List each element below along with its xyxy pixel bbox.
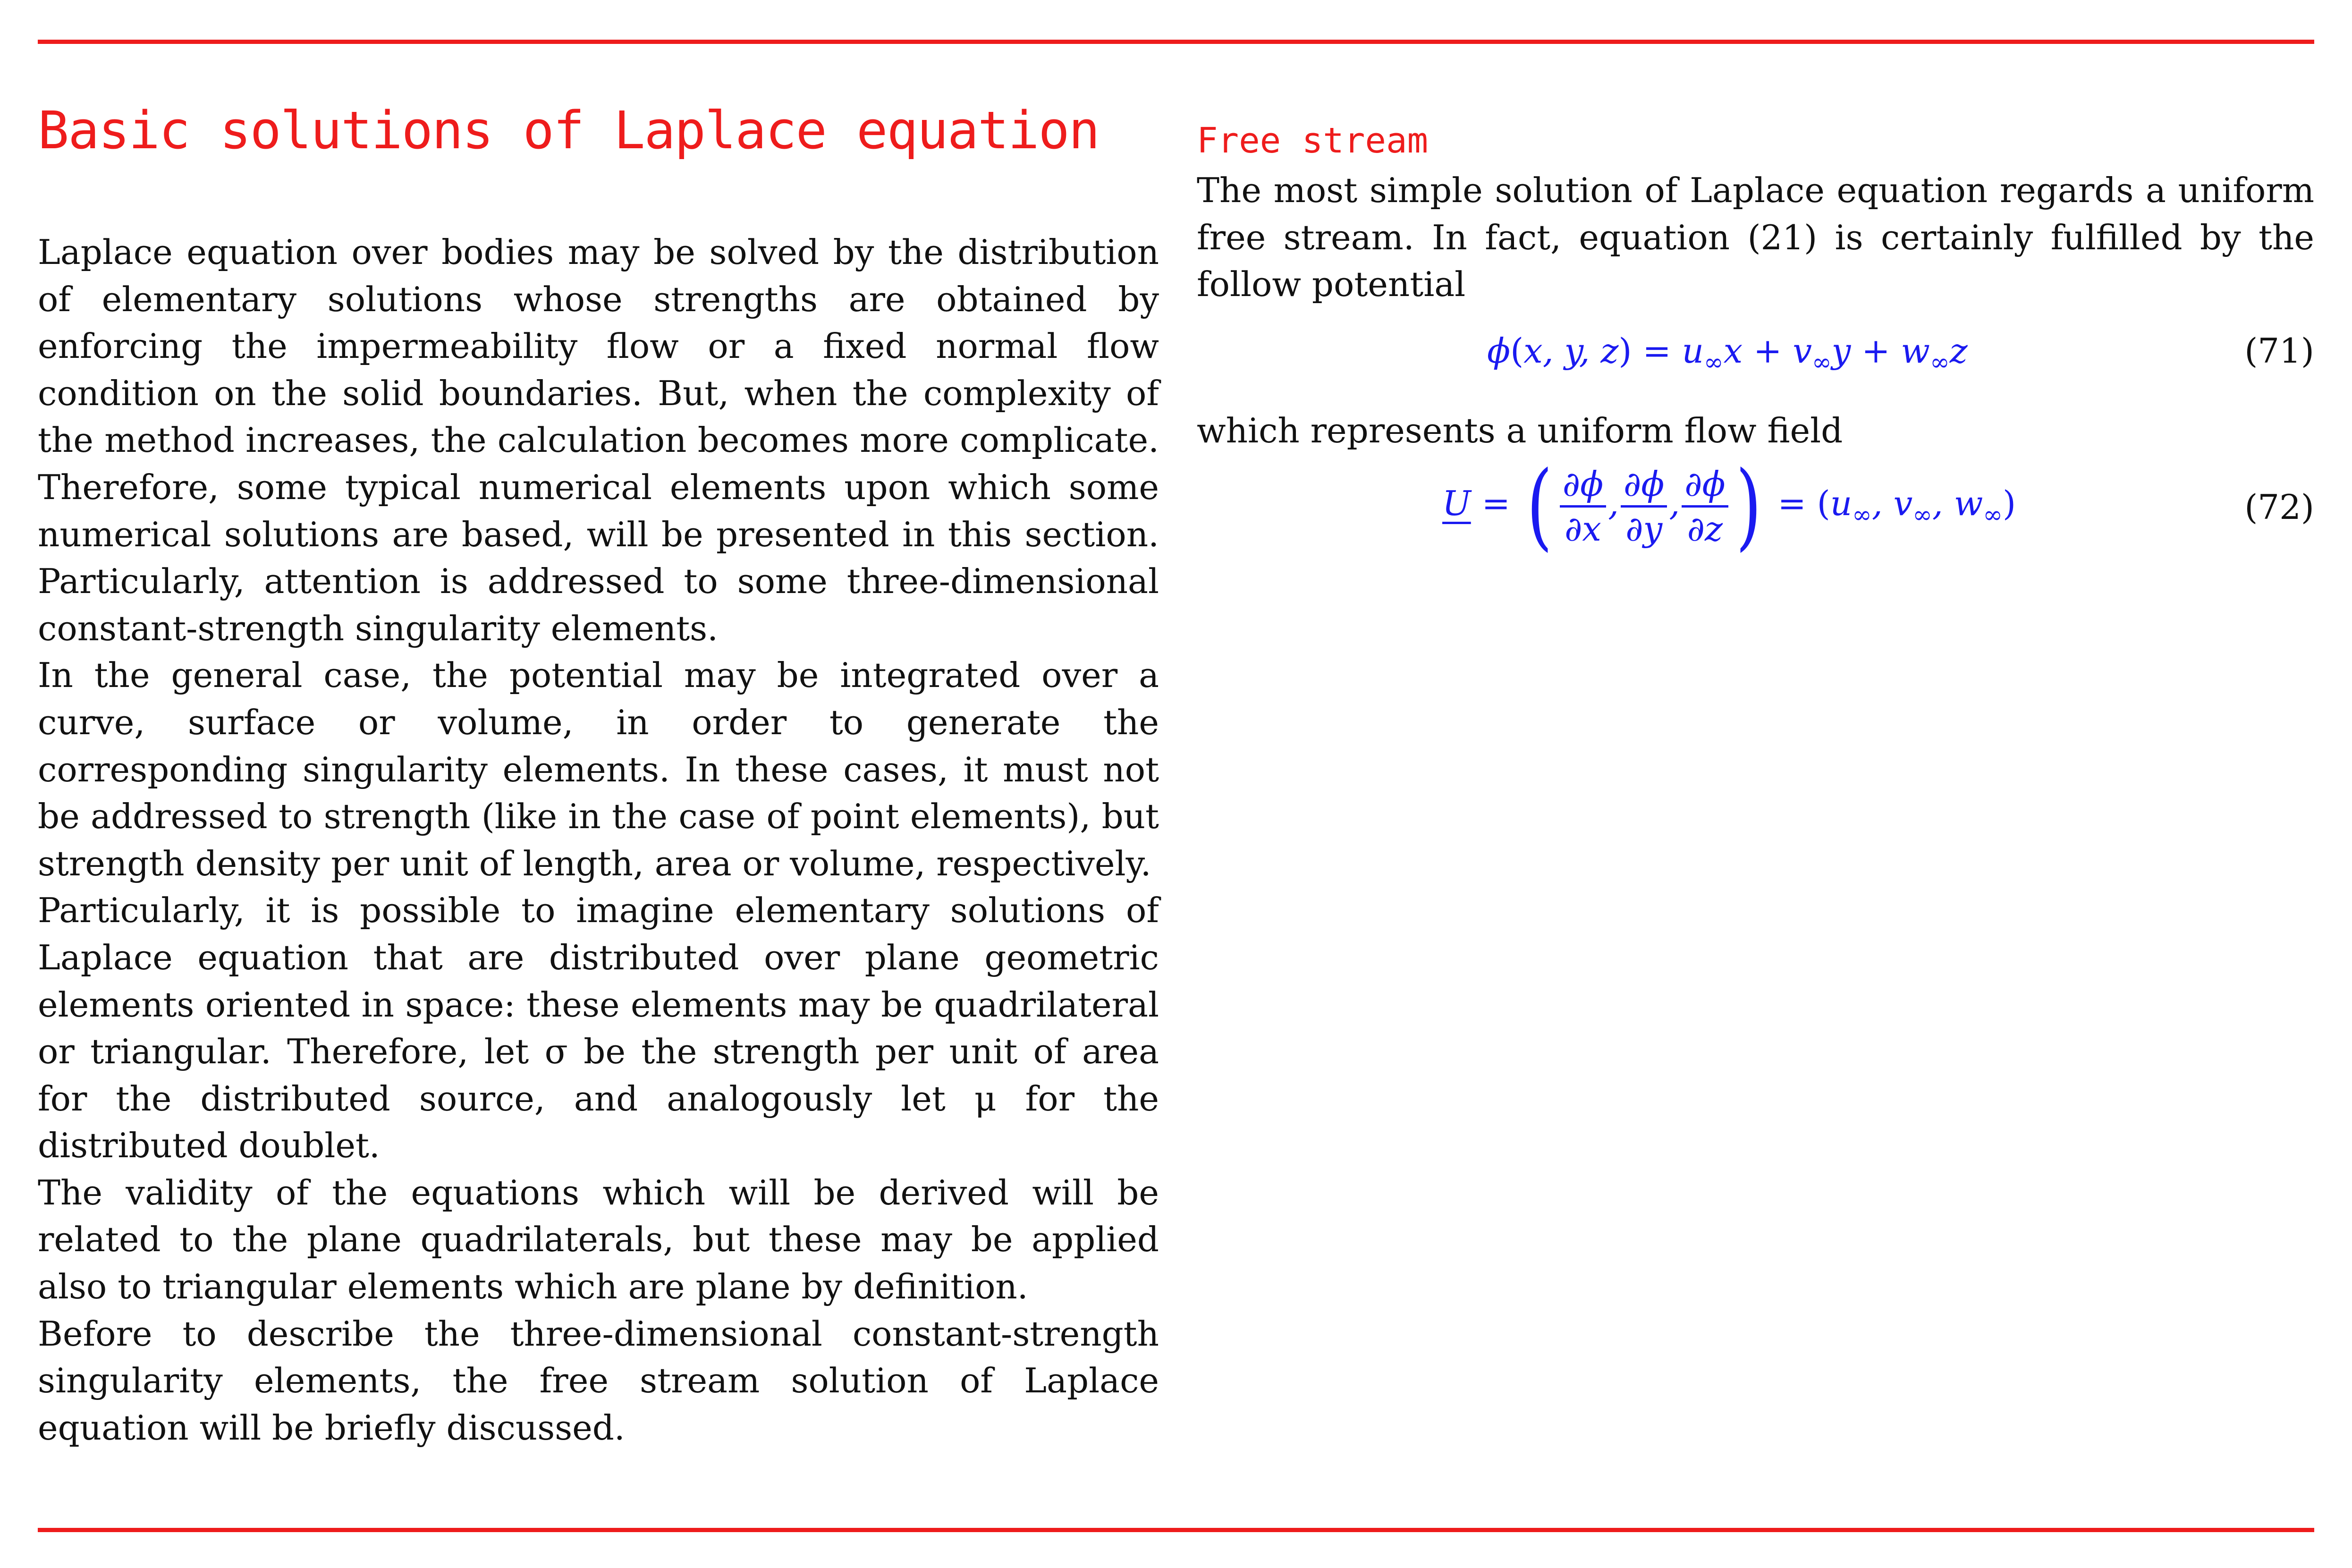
equation-71: ϕ(x, y, $z) = u_\infty x + v_\infty y + w_\infty z$ xyxy=(1487,331,1968,376)
uniform-flow-text: which represents a uniform flow field xyxy=(1197,410,1843,450)
section-subheading: Free stream xyxy=(1197,120,1429,161)
equation-72-number: (72) xyxy=(2244,487,2314,527)
page-title: Basic solutions of Laplace equation xyxy=(38,100,1099,161)
paragraph-1: Laplace equation over bodies may be solved by the distribution of elementary solutions whose strengths are obtained by enforcing the impermeability flow or a fixed normal flow condition on the solid boundaries. But, when the complexity of the method increases, the calculation becomes more complicate. Therefore, some typical numerical elements upon which some numerical solutions are based, will be presented in this section. Particularly, attention is addressed to some three-dimensional constant-strength singularity elements. xyxy=(38,232,1159,648)
free-stream-intro: The most simple solution of Laplace equation regards a uniform free stream. In fact, equation (21) is certainly fulfilled by the follow potential xyxy=(1197,170,2314,305)
right-column xyxy=(1197,117,2314,577)
equation-71-row xyxy=(1197,308,2314,407)
top-rule xyxy=(38,40,2314,44)
left-column xyxy=(38,229,1159,1451)
bottom-rule xyxy=(38,1528,2314,1532)
paragraph-4: The validity of the equations which will be derived will be related to the plane quadrilaterals, but these may be applied also to triangular elements which are plane by definition. xyxy=(38,1172,1159,1307)
equation-71-number: (71) xyxy=(2244,331,2314,371)
paragraph-3: Particularly, it is possible to imagine elementary solutions of Laplace equation that are distributed over plane geometric elements oriented in space: these elements may be quadrilateral or triangular. Therefore, let σ be the strength per unit of area for the distributed source, and analogously let μ for the distributed doublet. xyxy=(38,890,1159,1166)
paragraph-2: In the general case, the potential may be integrated over a curve, surface or volume, in order to generate the corresponding singularity elements. In these cases, it must not be addressed to strength (like in the case of point elements), but strength density per unit of length, area or volume, respectively. xyxy=(38,655,1159,883)
equation-72-row xyxy=(1197,451,2314,577)
equation-72: U = ( $\frac{\partial\phi}{\partial x}$ , $\frac{\partial\phi}{\partial y}$ , $\frac{\partial\phi}{\partial z}$ ) = ($u_\infty$, $v_\infty$, $w_\infty$) xyxy=(1442,451,2016,561)
paragraph-5: Before to describe the three-dimensional constant-strength singularity elements, the free stream solution of Laplace equation will be briefly discussed. xyxy=(38,1314,1159,1448)
